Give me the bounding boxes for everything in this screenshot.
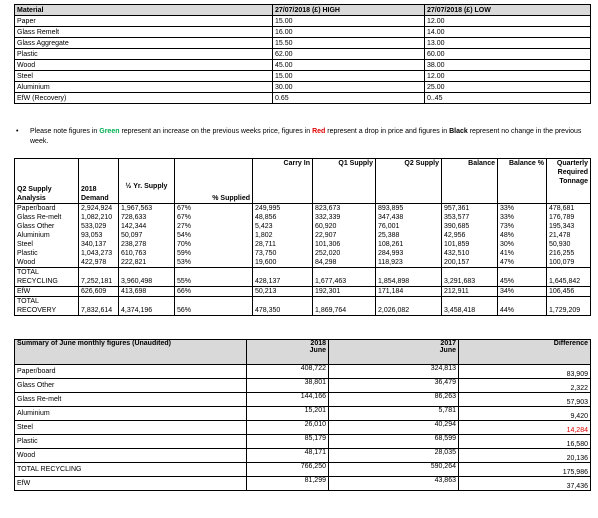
cell-value: 44%: [498, 306, 547, 316]
bullet: •: [16, 128, 19, 135]
recovery-row-label1: [15, 297, 591, 307]
quarterly-header: Quarterly Required Tonnage: [547, 159, 591, 204]
cell-value: 413,698: [119, 287, 175, 297]
summary-header-row: [15, 340, 591, 365]
table-row: [15, 204, 591, 214]
supply-rows: [15, 204, 591, 268]
pct-supplied-header: % Supplied: [175, 159, 253, 204]
difference-value: 83,909: [459, 365, 591, 379]
difference-value: 16,580: [459, 435, 591, 449]
cell-value: 22,907: [313, 231, 376, 240]
material-name: Aluminium: [15, 82, 273, 93]
high-price: 16.00: [273, 27, 425, 38]
cell-value: 192,301: [313, 287, 376, 297]
cell-value: 59%: [175, 249, 253, 258]
table-row: [15, 407, 591, 421]
q1-supply-header: Q1 Supply: [313, 159, 376, 204]
table-row: [15, 82, 591, 93]
table-row: [15, 463, 591, 477]
cell-value: 106,456: [547, 287, 591, 297]
summary-rows: [15, 365, 591, 491]
low-price: 25.00: [425, 82, 591, 93]
value-2018: 144,166: [247, 393, 329, 407]
cell-value: 533,029: [79, 222, 119, 231]
cell-value: 7,252,181: [79, 277, 119, 287]
cell-value: 142,344: [119, 222, 175, 231]
value-2018: 48,171: [247, 449, 329, 463]
value-2018: 15,201: [247, 407, 329, 421]
low-price: 13.00: [425, 38, 591, 49]
summary-label: Glass Other: [15, 379, 247, 393]
summary-title: Summary of June monthly figures (Unaudited): [15, 340, 247, 365]
cell-value: 101,306: [313, 240, 376, 249]
cell-value: 1,729,209: [547, 306, 591, 316]
total-recycling-row: [15, 277, 591, 287]
cell-value: 30%: [498, 240, 547, 249]
analysis-header: Q2 Supply Analysis: [15, 159, 79, 204]
cell-value: 7,832,614: [79, 306, 119, 316]
material-name: Glass Aggregate: [15, 38, 273, 49]
cell-value: 21,478: [547, 231, 591, 240]
table-row: [15, 249, 591, 258]
cell-value: 1,645,842: [547, 277, 591, 287]
low-price: 60.00: [425, 49, 591, 60]
table-row: [15, 60, 591, 71]
cell-value: 50,097: [119, 231, 175, 240]
cell-value: 823,673: [313, 204, 376, 214]
cell-value: 5,423: [253, 222, 313, 231]
value-2017: 43,863: [329, 477, 459, 491]
cell-value: 48%: [498, 231, 547, 240]
cell-value: 216,255: [547, 249, 591, 258]
cell-value: 422,978: [79, 258, 119, 268]
difference-value: 14,284: [459, 421, 591, 435]
cell-value: 56%: [175, 306, 253, 316]
recovery-label: RECOVERY: [15, 306, 79, 316]
high-price: 62.00: [273, 49, 425, 60]
table-row: [15, 49, 591, 60]
material-name: Plastic: [15, 49, 273, 60]
material-name: Steel: [15, 71, 273, 82]
low-price: 38.00: [425, 60, 591, 71]
cell-value: 48,856: [253, 213, 313, 222]
cell-value: 284,993: [376, 249, 442, 258]
summary-label: TOTAL RECYCLING: [15, 463, 247, 477]
material-header: Material: [15, 5, 273, 16]
cell-value: 957,361: [442, 204, 498, 214]
cell-value: 1,802: [253, 231, 313, 240]
cell-value: 610,763: [119, 249, 175, 258]
summary-label: Steel: [15, 421, 247, 435]
total-recovery-row: [15, 306, 591, 316]
note-text: represent an increase on the previous weeks price, figures in: [119, 128, 313, 135]
cell-value: 195,343: [547, 222, 591, 231]
cell-value: 212,911: [442, 287, 498, 297]
cell-value: 84,298: [313, 258, 376, 268]
value-2017: 86,263: [329, 393, 459, 407]
table-row: [15, 258, 591, 268]
cell-value: 28,711: [253, 240, 313, 249]
cell-value: 893,895: [376, 204, 442, 214]
cell-value: 1,869,764: [313, 306, 376, 316]
value-2017: 5,781: [329, 407, 459, 421]
cell-value: 70%: [175, 240, 253, 249]
cell-value: 73,750: [253, 249, 313, 258]
difference-value: 37,436: [459, 477, 591, 491]
summary-label: Glass Re-melt: [15, 393, 247, 407]
cell-value: 249,995: [253, 204, 313, 214]
table-row: [15, 231, 591, 240]
value-2018: 81,299: [247, 477, 329, 491]
q2-supply-header: Q2 Supply: [376, 159, 442, 204]
cell-value: 54%: [175, 231, 253, 240]
material-name: Wood: [15, 60, 273, 71]
balance-pct-header: Balance %: [498, 159, 547, 204]
note-text: Please note figures in: [30, 128, 100, 135]
table-row: [15, 16, 591, 27]
table-row: [15, 38, 591, 49]
cell-value: 67%: [175, 204, 253, 214]
cell-value: 60,920: [313, 222, 376, 231]
difference-value: 20,136: [459, 449, 591, 463]
cell-value: 222,821: [119, 258, 175, 268]
cell-value: 252,020: [313, 249, 376, 258]
table-row: [15, 435, 591, 449]
cell-value: 34%: [498, 287, 547, 297]
table-row: [15, 71, 591, 82]
high-price: 0.65: [273, 93, 425, 104]
cell-value: 4,374,196: [119, 306, 175, 316]
half-year-header: ½ Yr. Supply: [119, 159, 175, 204]
low-price: 0..45: [425, 93, 591, 104]
cell-value: 41%: [498, 249, 547, 258]
value-2017: 324,813: [329, 365, 459, 379]
cell-value: 45%: [498, 277, 547, 287]
value-2017: 40,294: [329, 421, 459, 435]
summary-label: Paper/board: [15, 365, 247, 379]
cell-value: 340,137: [79, 240, 119, 249]
cell-value: 3,291,683: [442, 277, 498, 287]
material-name: EfW (Recovery): [15, 93, 273, 104]
low-price: 12.00: [425, 16, 591, 27]
note-text: represent no change in the previous week.: [30, 128, 582, 145]
materials-header-row: [15, 5, 591, 16]
cell-value: 3,960,498: [119, 277, 175, 287]
difference-value: 57,903: [459, 393, 591, 407]
recycling-label: RECYCLING: [15, 277, 79, 287]
cell-value: 93,053: [79, 231, 119, 240]
cell-value: 67%: [175, 213, 253, 222]
table-row: [15, 240, 591, 249]
value-2017: 36,479: [329, 379, 459, 393]
summary-label: Plastic: [15, 435, 247, 449]
cell-value: 200,157: [442, 258, 498, 268]
cell-value: 50,930: [547, 240, 591, 249]
high-price: 15.50: [273, 38, 425, 49]
cell-value: 3,458,418: [442, 306, 498, 316]
table-row: [15, 27, 591, 38]
cell-value: 50,213: [253, 287, 313, 297]
cell-value: 76,001: [376, 222, 442, 231]
material-name: Glass Remelt: [15, 27, 273, 38]
value-2018: 766,250: [247, 463, 329, 477]
low-price: 12.00: [425, 71, 591, 82]
materials-price-table: [14, 4, 591, 104]
material-name: Paper/board: [15, 204, 79, 214]
high-price: 15.00: [273, 16, 425, 27]
high-header: 27/07/2018 (£) HIGH: [273, 5, 425, 16]
material-name: Paper: [15, 16, 273, 27]
cell-value: 171,184: [376, 287, 442, 297]
cell-value: 390,685: [442, 222, 498, 231]
demand-header: 2018 Demand: [79, 159, 119, 204]
low-price: 14.00: [425, 27, 591, 38]
cell-value: 728,633: [119, 213, 175, 222]
table-row: [15, 393, 591, 407]
value-2018: 26,010: [247, 421, 329, 435]
cell-value: 100,079: [547, 258, 591, 268]
cell-value: 53%: [175, 258, 253, 268]
note-text: represent a drop in price and figures in: [325, 128, 450, 135]
summary-label: Wood: [15, 449, 247, 463]
table-row: [15, 449, 591, 463]
cell-value: 428,137: [253, 277, 313, 287]
recycling-row-label1: [15, 268, 591, 278]
cell-value: 2,924,924: [79, 204, 119, 214]
value-2017: 28,035: [329, 449, 459, 463]
balance-header: Balance: [442, 159, 498, 204]
value-2018: 85,179: [247, 435, 329, 449]
cell-value: 42,956: [442, 231, 498, 240]
cell-value: 2,026,082: [376, 306, 442, 316]
difference-header: Difference: [459, 340, 591, 365]
cell-value: 432,510: [442, 249, 498, 258]
difference-value: 2,322: [459, 379, 591, 393]
table-row: [15, 421, 591, 435]
material-name: Wood: [15, 258, 79, 268]
cell-value: 1,043,273: [79, 249, 119, 258]
cell-value: 1,854,898: [376, 277, 442, 287]
cell-value: 33%: [498, 204, 547, 214]
table-row: [15, 477, 591, 491]
cell-value: 238,278: [119, 240, 175, 249]
cell-value: 176,789: [547, 213, 591, 222]
june-summary-table: [14, 339, 591, 491]
table-row: [15, 379, 591, 393]
cell-value: 27%: [175, 222, 253, 231]
low-header: 27/07/2018 (£) LOW: [425, 5, 591, 16]
cell-value: 101,859: [442, 240, 498, 249]
difference-value: 9,420: [459, 407, 591, 421]
cell-value: 108,261: [376, 240, 442, 249]
value-2017: 590,264: [329, 463, 459, 477]
col-2018-header: 2018 June: [247, 340, 329, 365]
cell-value: 55%: [175, 277, 253, 287]
table-row: [15, 93, 591, 104]
supply-analysis-table: [14, 158, 591, 316]
cell-value: 118,923: [376, 258, 442, 268]
material-name: Glass Other: [15, 222, 79, 231]
material-name: Plastic: [15, 249, 79, 258]
cell-value: 47%: [498, 258, 547, 268]
table-row: [15, 213, 591, 222]
cell-value: 1,677,463: [313, 277, 376, 287]
cell-value: 66%: [175, 287, 253, 297]
high-price: 30.00: [273, 82, 425, 93]
cell-value: 347,438: [376, 213, 442, 222]
supply-header-row: [15, 159, 591, 204]
efw-label: EfW: [15, 287, 79, 297]
efw-row: [15, 287, 591, 297]
cell-value: 353,577: [442, 213, 498, 222]
cell-value: 73%: [498, 222, 547, 231]
material-name: Aluminium: [15, 231, 79, 240]
cell-value: 19,600: [253, 258, 313, 268]
cell-value: 1,082,210: [79, 213, 119, 222]
difference-value: 175,986: [459, 463, 591, 477]
value-2018: 408,722: [247, 365, 329, 379]
cell-value: 626,609: [79, 287, 119, 297]
cell-value: 33%: [498, 213, 547, 222]
note-black-word: Black: [449, 128, 468, 135]
table-row: [15, 365, 591, 379]
carry-in-header: Carry In: [253, 159, 313, 204]
value-2018: 38,801: [247, 379, 329, 393]
note-green-word: Green: [99, 128, 120, 135]
material-name: Glass Re-melt: [15, 213, 79, 222]
recovery-label: TOTAL: [15, 297, 79, 307]
cell-value: 478,681: [547, 204, 591, 214]
value-2017: 68,599: [329, 435, 459, 449]
high-price: 15.00: [273, 71, 425, 82]
table-row: [15, 222, 591, 231]
material-name: Steel: [15, 240, 79, 249]
col-2017-header: 2017 June: [329, 340, 459, 365]
note-red-word: Red: [312, 128, 326, 135]
summary-label: Aluminium: [15, 407, 247, 421]
high-price: 45.00: [273, 60, 425, 71]
price-colour-note: [16, 127, 585, 147]
cell-value: 1,967,563: [119, 204, 175, 214]
cell-value: 478,350: [253, 306, 313, 316]
summary-label: EfW: [15, 477, 247, 491]
cell-value: 25,388: [376, 231, 442, 240]
cell-value: 332,339: [313, 213, 376, 222]
recycling-label: TOTAL: [15, 268, 79, 278]
